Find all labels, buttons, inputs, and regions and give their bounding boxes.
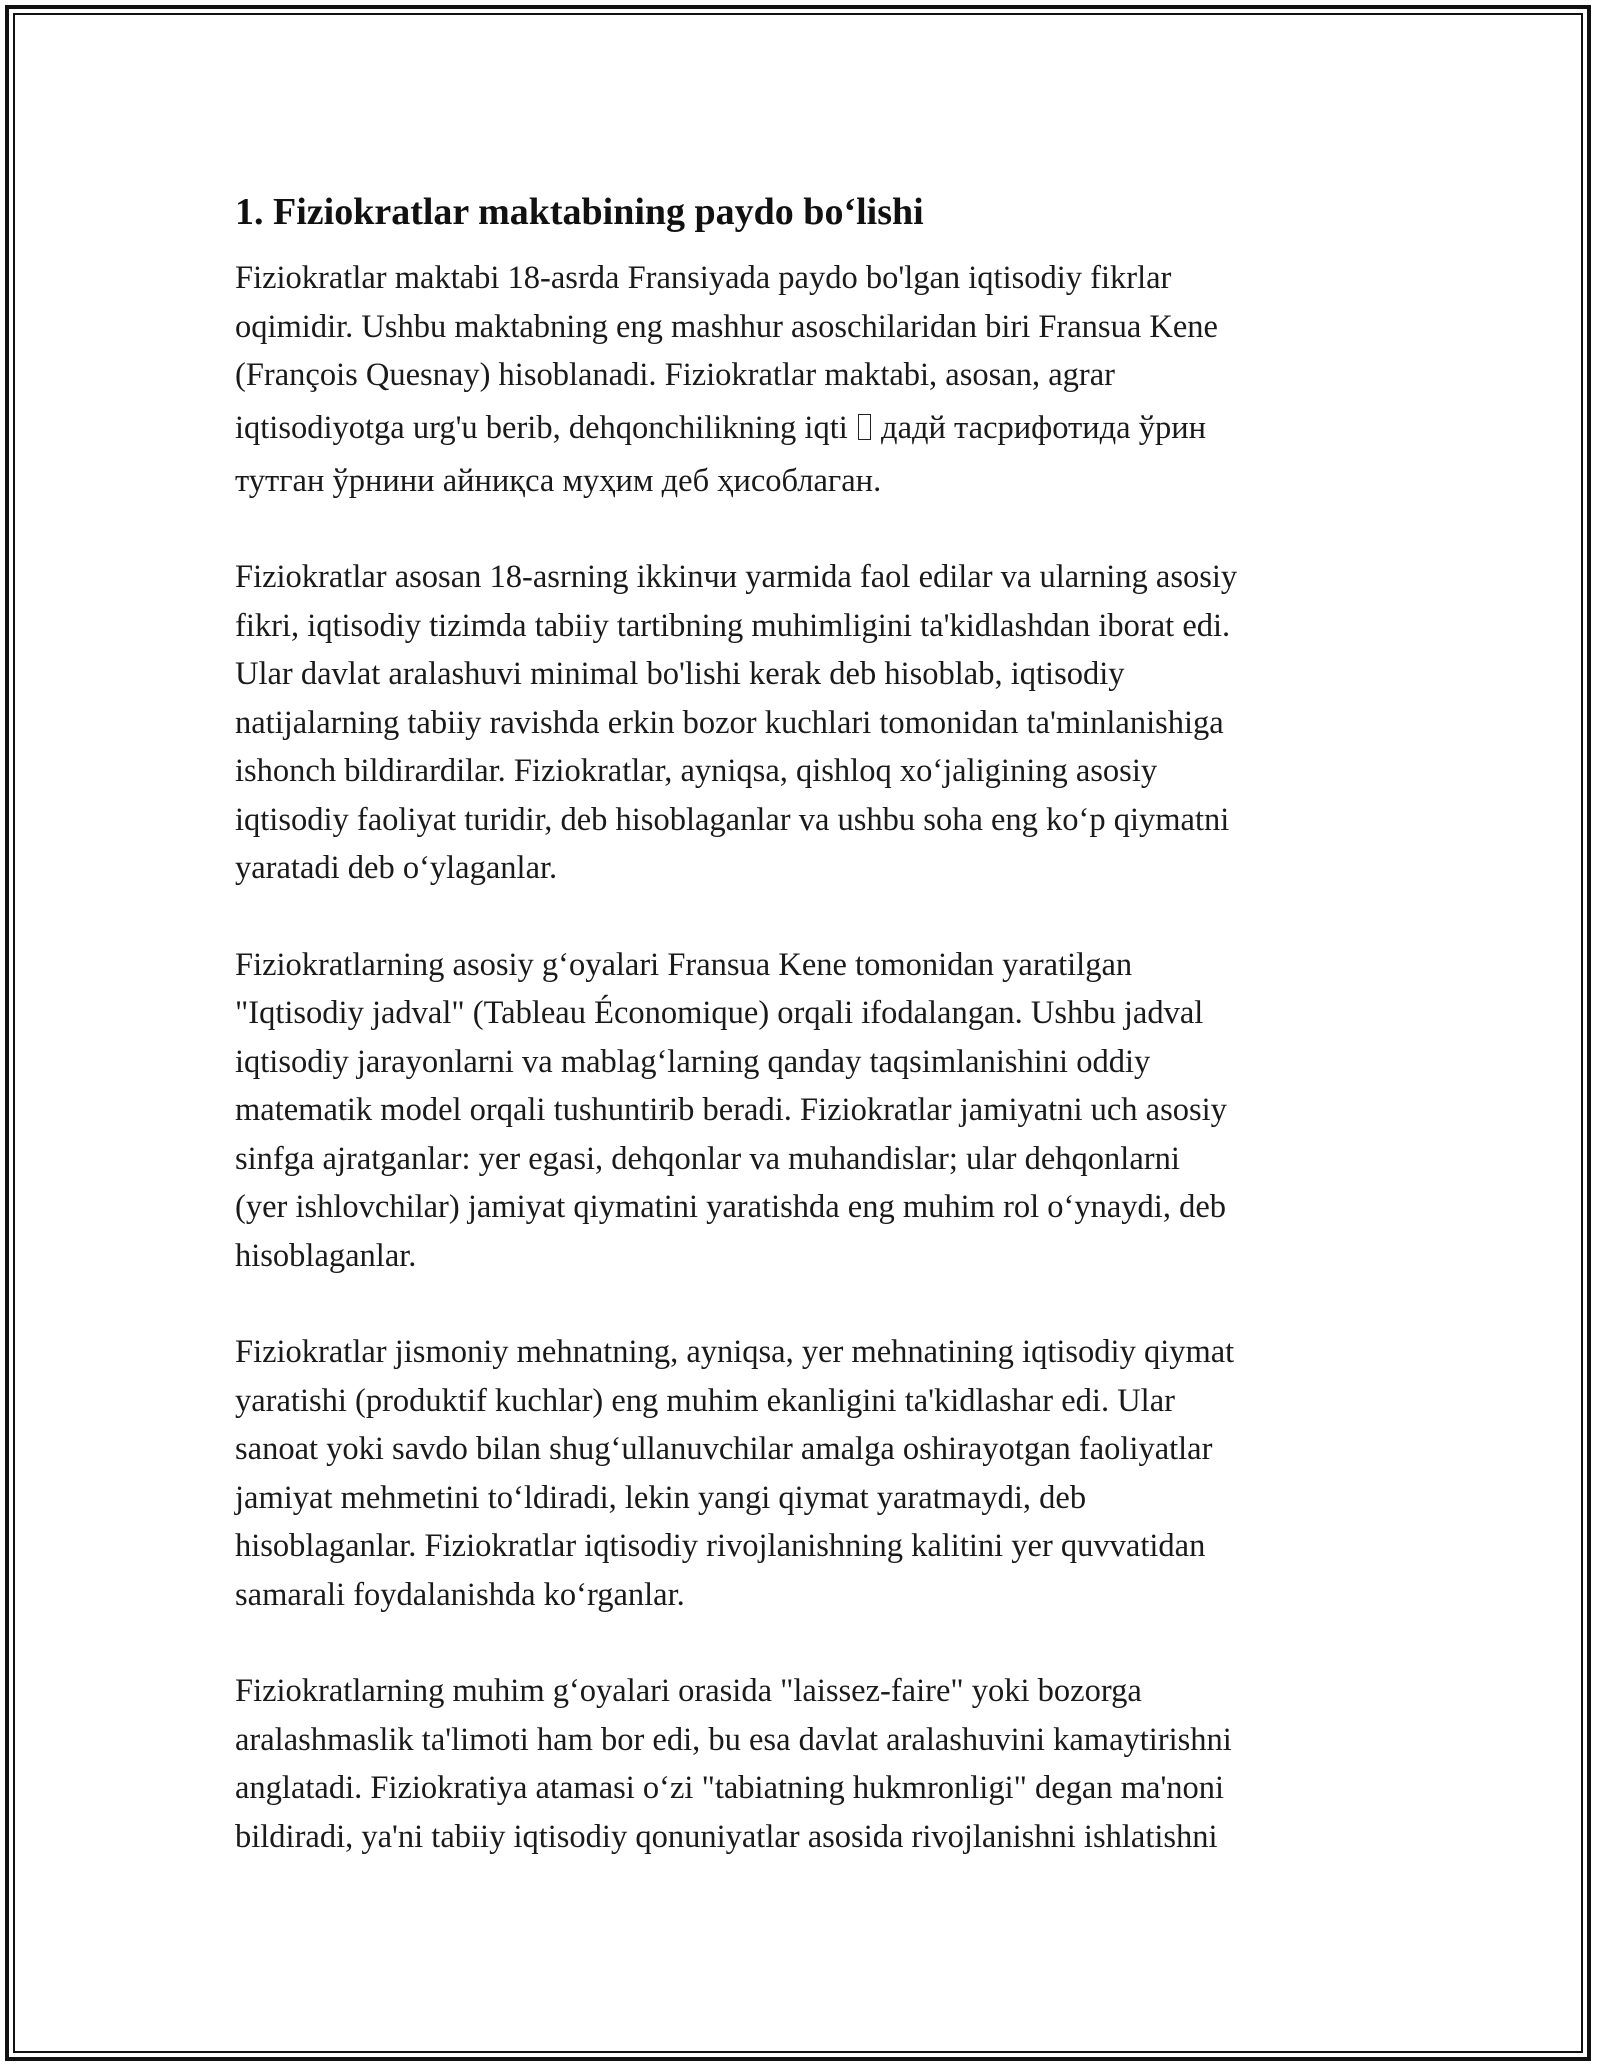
text-line: fikri, iqtisodiy tizimda tabiiy tartibning muhimligini ta'kidlashdan iborat edi. bbox=[235, 607, 1231, 644]
document-body bbox=[235, 186, 1385, 1861]
section-heading: 1. Fiziokratlar maktabining paydo bo‘lishi bbox=[235, 191, 924, 233]
paragraph-1 bbox=[235, 254, 1385, 505]
text-line: hisoblaganlar. bbox=[235, 1237, 417, 1274]
text-line: natijalarning tabiiy ravishda erkin bozor kuchlari tomonidan ta'minlanishiga bbox=[235, 704, 1224, 741]
text-line: aralashmaslik ta'limoti ham bor edi, bu esa davlat aralashuvini kamaytirishni bbox=[235, 1721, 1232, 1758]
text-line: jamiyat mehmetini to‘ldiradi, lekin yangi qiymat yaratmaydi, deb bbox=[235, 1479, 1087, 1516]
text-line: iqtisodiy faoliyat turidir, deb hisoblaganlar va ushbu soha eng ko‘p qiymatni bbox=[235, 801, 1230, 838]
missing-glyph-icon bbox=[858, 414, 871, 440]
text-line: yaratadi deb o‘ylaganlar. bbox=[235, 850, 558, 886]
paragraph-5 bbox=[235, 1667, 1385, 1861]
text-fragment: iqtisodiyotga urg'u berib, dehqonchilikning iqti bbox=[235, 409, 848, 446]
text-line: тутган ўрнини айниқса муҳим деб ҳисоблаган. bbox=[235, 462, 882, 499]
paragraph-2 bbox=[235, 553, 1385, 893]
text-line: "Iqtisodiy jadval" (Tableau Économique) orqali ifodalangan. Ushbu jadval bbox=[235, 995, 1204, 1031]
text-line: sanoat yoki savdo bilan shug‘ullanuvchilar amalga oshirayotgan faoliyatlar bbox=[235, 1431, 1213, 1467]
text-line: (yer ishlovchilar) jamiyat qiymatini yaratishda eng muhim rol o‘ynaydi, deb bbox=[235, 1189, 1226, 1225]
text-line: matematik model orqali tushuntirib beradi. Fiziokratlar jamiyatni uch asosiy bbox=[235, 1092, 1227, 1128]
text-fragment: дадй тасрифотида ўрин bbox=[881, 409, 1206, 446]
text-line: ishonch bildirardilar. Fiziokratlar, ayniqsa, qishloq xo‘jaligining asosiy bbox=[235, 753, 1158, 789]
paragraph-3 bbox=[235, 941, 1385, 1281]
text-line: hisoblaganlar. Fiziokratlar iqtisodiy rivojlanishning kalitini yer quvvatidan bbox=[235, 1528, 1206, 1564]
text-line: Fiziokratlarning muhim g‘oyalari orasida "laissez-faire" yoki bozorga bbox=[235, 1673, 1142, 1709]
text-line: samarali foydalanishda ko‘rganlar. bbox=[235, 1576, 685, 1613]
text-line: Fiziokratlar jismoniy mehnatning, ayniqsa, yer mehnatining iqtisodiy qiymat bbox=[235, 1334, 1235, 1370]
text-line: Fiziokratlar asosan 18-asrning ikkinчи yarmida faol edilar va ularning asosiy bbox=[235, 559, 1238, 595]
text-line: Ular davlat aralashuvi minimal bo'lishi kerak deb hisoblab, iqtisodiy bbox=[235, 656, 1125, 692]
text-line: Fiziokratlarning asosiy g‘oyalari Fransua Kene tomonidan yaratilgan bbox=[235, 946, 1133, 983]
paragraph-4 bbox=[235, 1328, 1385, 1619]
text-line: sinfga ajratganlar: yer egasi, dehqonlar va muhandislar; ular dehqonlarni bbox=[235, 1140, 1180, 1177]
text-line: (François Quesnay) hisoblanadi. Fiziokratlar maktabi, asosan, agrar bbox=[235, 357, 1115, 393]
text-line: yaratishi (produktif kuchlar) eng muhim ekanligini ta'kidlashar edi. Ular bbox=[235, 1382, 1175, 1419]
text-line: oqimidir. Ushbu maktabning eng mashhur asoschilaridan biri Fransua Kene bbox=[235, 308, 1218, 345]
text-line: anglatadi. Fiziokratiya atamasi o‘zi "tabiatning hukmronligi" degan ma'noni bbox=[235, 1770, 1225, 1806]
text-line: Fiziokratlar maktabi 18-asrda Fransiyada paydo bo'lgan iqtisodiy fikrlar bbox=[235, 260, 1172, 296]
text-line: bildiradi, ya'ni tabiiy iqtisodiy qonuniyatlar asosida rivojlanishni ishlatishni bbox=[235, 1818, 1218, 1855]
text-line: iqtisodiy jarayonlarni va mablag‘larning qanday taqsimlanishini oddiy bbox=[235, 1043, 1151, 1080]
text-line bbox=[235, 400, 1385, 457]
